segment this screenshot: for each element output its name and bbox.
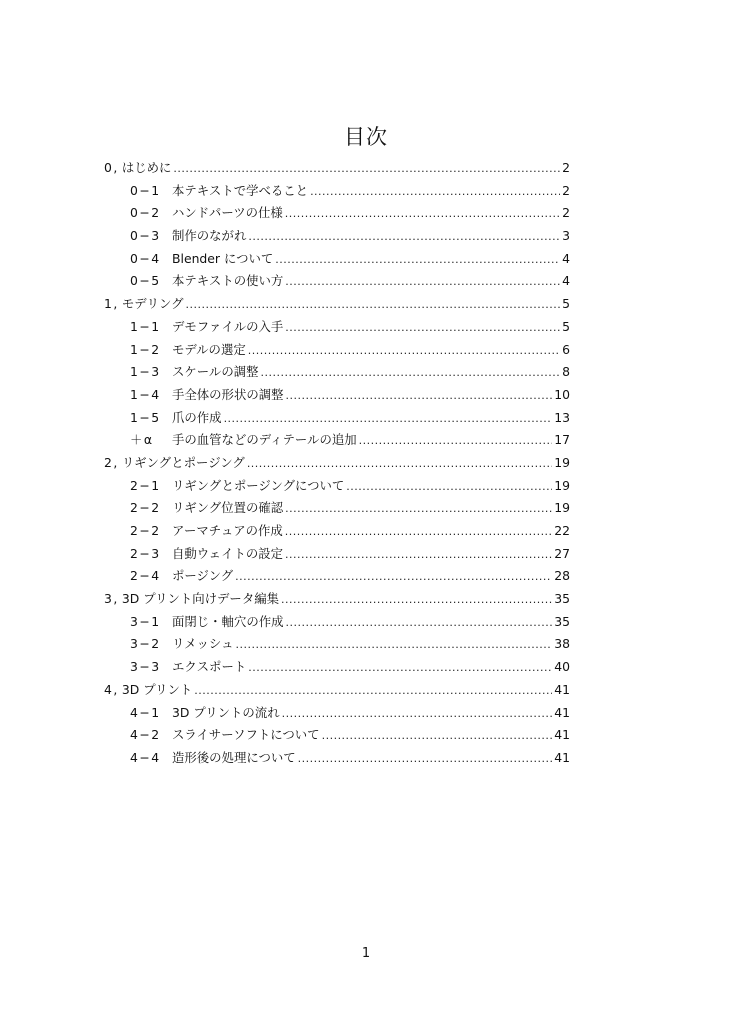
toc-section-row[interactable] <box>104 202 570 225</box>
toc-entry-page: 35 <box>554 613 570 629</box>
toc-entry-number: 0−5 <box>130 273 161 289</box>
toc-entry-page: 41 <box>554 704 570 720</box>
toc-entry-number: 2−2 <box>130 523 161 538</box>
toc-section-row[interactable] <box>104 724 570 747</box>
toc-section-row[interactable] <box>104 543 570 566</box>
dot-leader <box>281 589 552 612</box>
toc-section-row[interactable] <box>104 656 570 679</box>
toc-entry-number: 2, <box>104 454 119 470</box>
toc-section-row[interactable] <box>104 180 570 203</box>
toc-entry-number: 3, <box>104 591 119 607</box>
page-title: 目次 <box>344 125 388 149</box>
toc-section-row[interactable] <box>104 520 570 543</box>
toc-section-row[interactable] <box>104 633 570 656</box>
toc-entry-label: 手全体の形状の調整 <box>172 386 284 402</box>
toc-entry-label: ハンドパーツの仕様 <box>172 205 283 221</box>
dot-leader <box>235 634 552 657</box>
toc-entry-label: リギングとポージング <box>121 454 245 470</box>
dot-leader <box>248 340 560 363</box>
toc-chapter-row[interactable] <box>104 293 570 316</box>
toc-chapter-row[interactable] <box>104 679 570 702</box>
dot-leader <box>247 453 552 476</box>
dot-leader <box>285 521 552 544</box>
toc-section-row[interactable] <box>104 565 570 588</box>
toc-entry-label: ポージング <box>172 568 234 584</box>
toc-entry-number: 1, <box>104 296 119 312</box>
dot-leader <box>322 725 553 748</box>
toc-entry-label: デモファイルの入手 <box>172 318 284 334</box>
dot-leader <box>346 476 552 499</box>
toc-entry-label: 造形後の処理について <box>172 749 296 765</box>
toc-entry-page: 38 <box>554 636 570 652</box>
toc-entry-page: 3 <box>562 228 570 244</box>
toc-chapter-row[interactable] <box>104 588 570 611</box>
toc-entry-page: 2 <box>562 182 570 198</box>
dot-leader <box>224 408 553 431</box>
toc-entry-number: 3−1 <box>130 613 161 629</box>
toc-entry-label: 手の血管などのディテールの追加 <box>172 432 357 448</box>
dot-leader <box>248 226 560 249</box>
dot-leader <box>286 385 553 408</box>
toc-entry-number: 1−4 <box>130 386 161 402</box>
dot-leader <box>359 430 553 453</box>
toc-entry-page: 28 <box>554 568 570 584</box>
toc-entry-label: 3D プリント向けデータ編集 <box>121 591 279 607</box>
toc-entry-label: 本テキストの使い方 <box>172 273 284 289</box>
toc-section-row[interactable] <box>104 429 570 452</box>
toc-entry-label: 面閉じ・軸穴の作成 <box>172 613 284 629</box>
toc-entry-page: 5 <box>562 318 570 334</box>
toc-entry-label: リギングとポージングについて <box>172 477 345 493</box>
dot-leader <box>285 498 552 521</box>
toc-entry-label: リメッシュ <box>172 636 234 652</box>
toc-entry-page: 40 <box>554 659 570 675</box>
toc-entry-label: 3D プリントの流れ <box>172 704 280 720</box>
toc-entry-number: 2−2 <box>130 500 161 516</box>
toc-entry-number: ＋α <box>130 432 154 448</box>
toc-entry-label: 自動ウェイトの設定 <box>172 545 284 561</box>
dot-leader <box>173 158 560 181</box>
toc-section-row[interactable] <box>104 316 570 339</box>
toc-entry-page: 5 <box>562 296 570 312</box>
toc-section-row[interactable] <box>104 270 570 293</box>
dot-leader <box>285 203 560 226</box>
table-of-contents <box>104 157 570 770</box>
toc-entry-number: 2−1 <box>130 477 161 493</box>
toc-entry-number: 4−1 <box>130 704 161 720</box>
toc-entry-number: 0, <box>104 160 119 175</box>
toc-entry-number: 3−3 <box>130 659 161 675</box>
toc-chapter-row[interactable] <box>104 157 570 180</box>
toc-entry-page: 19 <box>554 477 570 493</box>
toc-entry-number: 4, <box>104 681 119 697</box>
dot-leader <box>275 249 560 272</box>
toc-entry-number: 0−1 <box>130 182 161 198</box>
dot-leader <box>282 703 553 726</box>
toc-entry-page: 4 <box>562 250 570 266</box>
toc-section-row[interactable] <box>104 702 570 725</box>
toc-entry-label: スライサーソフトについて <box>172 727 320 743</box>
toc-entry-number: 1−2 <box>130 341 161 357</box>
toc-entry-page: 41 <box>554 749 570 765</box>
toc-entry-page: 6 <box>562 341 570 357</box>
toc-entry-page: 8 <box>562 364 570 380</box>
dot-leader <box>285 544 552 567</box>
toc-entry-number: 1−3 <box>130 364 161 380</box>
toc-entry-number: 1−1 <box>130 318 161 334</box>
toc-entry-page: 13 <box>554 409 570 425</box>
dot-leader <box>194 680 552 703</box>
toc-entry-page: 35 <box>554 591 570 607</box>
toc-entry-label: 爪の作成 <box>172 409 222 425</box>
toc-entry-number: 2−3 <box>130 545 161 561</box>
dot-leader <box>285 271 560 294</box>
toc-section-row[interactable] <box>104 407 570 430</box>
toc-entry-label: スケールの調整 <box>172 364 259 380</box>
toc-entry-page: 4 <box>562 273 570 289</box>
toc-entry-label: 制作のながれ <box>172 228 247 244</box>
toc-entry-page: 2 <box>562 205 570 221</box>
toc-section-row[interactable] <box>104 384 570 407</box>
toc-entry-label: モデルの選定 <box>172 341 246 357</box>
toc-entry-page: 19 <box>554 500 570 516</box>
toc-entry-label: エクスポート <box>172 659 247 675</box>
toc-entry-label: モデリング <box>121 296 184 312</box>
toc-entry-number: 0−2 <box>130 205 161 221</box>
toc-entry-number: 3−2 <box>130 636 161 652</box>
toc-entry-label: アーマチュアの作成 <box>172 523 283 538</box>
toc-section-row[interactable] <box>104 225 570 248</box>
toc-section-row[interactable] <box>104 497 570 520</box>
toc-entry-page: 19 <box>554 454 570 470</box>
toc-entry-label: 本テキストで学べること <box>172 182 309 198</box>
toc-entry-number: 0−4 <box>130 250 161 266</box>
toc-entry-number: 2−4 <box>130 568 161 584</box>
toc-entry-page: 22 <box>554 523 570 538</box>
toc-entry-number: 1−5 <box>130 409 161 425</box>
toc-section-row[interactable] <box>104 611 570 634</box>
dot-leader <box>286 612 553 635</box>
toc-section-row[interactable] <box>104 475 570 498</box>
dot-leader <box>285 317 560 340</box>
toc-entry-number: 0−3 <box>130 228 161 244</box>
toc-entry-label: はじめに <box>121 160 172 175</box>
toc-entry-number: 4−2 <box>130 727 161 743</box>
toc-entry-number: 4−4 <box>130 749 161 765</box>
dot-leader <box>261 362 561 385</box>
toc-entry-page: 41 <box>554 727 570 743</box>
dot-leader <box>186 294 561 317</box>
toc-entry-page: 2 <box>562 160 570 175</box>
dot-leader <box>298 748 553 771</box>
toc-section-row[interactable] <box>104 747 570 770</box>
toc-section-row[interactable] <box>104 339 570 362</box>
toc-entry-page: 27 <box>554 545 570 561</box>
toc-entry-page: 10 <box>554 386 570 402</box>
dot-leader <box>248 657 552 680</box>
toc-entry-label: Blender について <box>172 250 274 266</box>
toc-entry-label: 3D プリント <box>121 681 193 697</box>
page-number: 1 <box>361 946 371 961</box>
toc-entry-label: リギング位置の確認 <box>172 500 284 516</box>
toc-section-row[interactable] <box>104 248 570 271</box>
toc-entry-page: 41 <box>554 681 570 697</box>
dot-leader <box>235 566 552 589</box>
toc-entry-page: 17 <box>554 432 570 448</box>
dot-leader <box>310 181 560 204</box>
toc-chapter-row[interactable] <box>104 452 570 475</box>
toc-section-row[interactable] <box>104 361 570 384</box>
